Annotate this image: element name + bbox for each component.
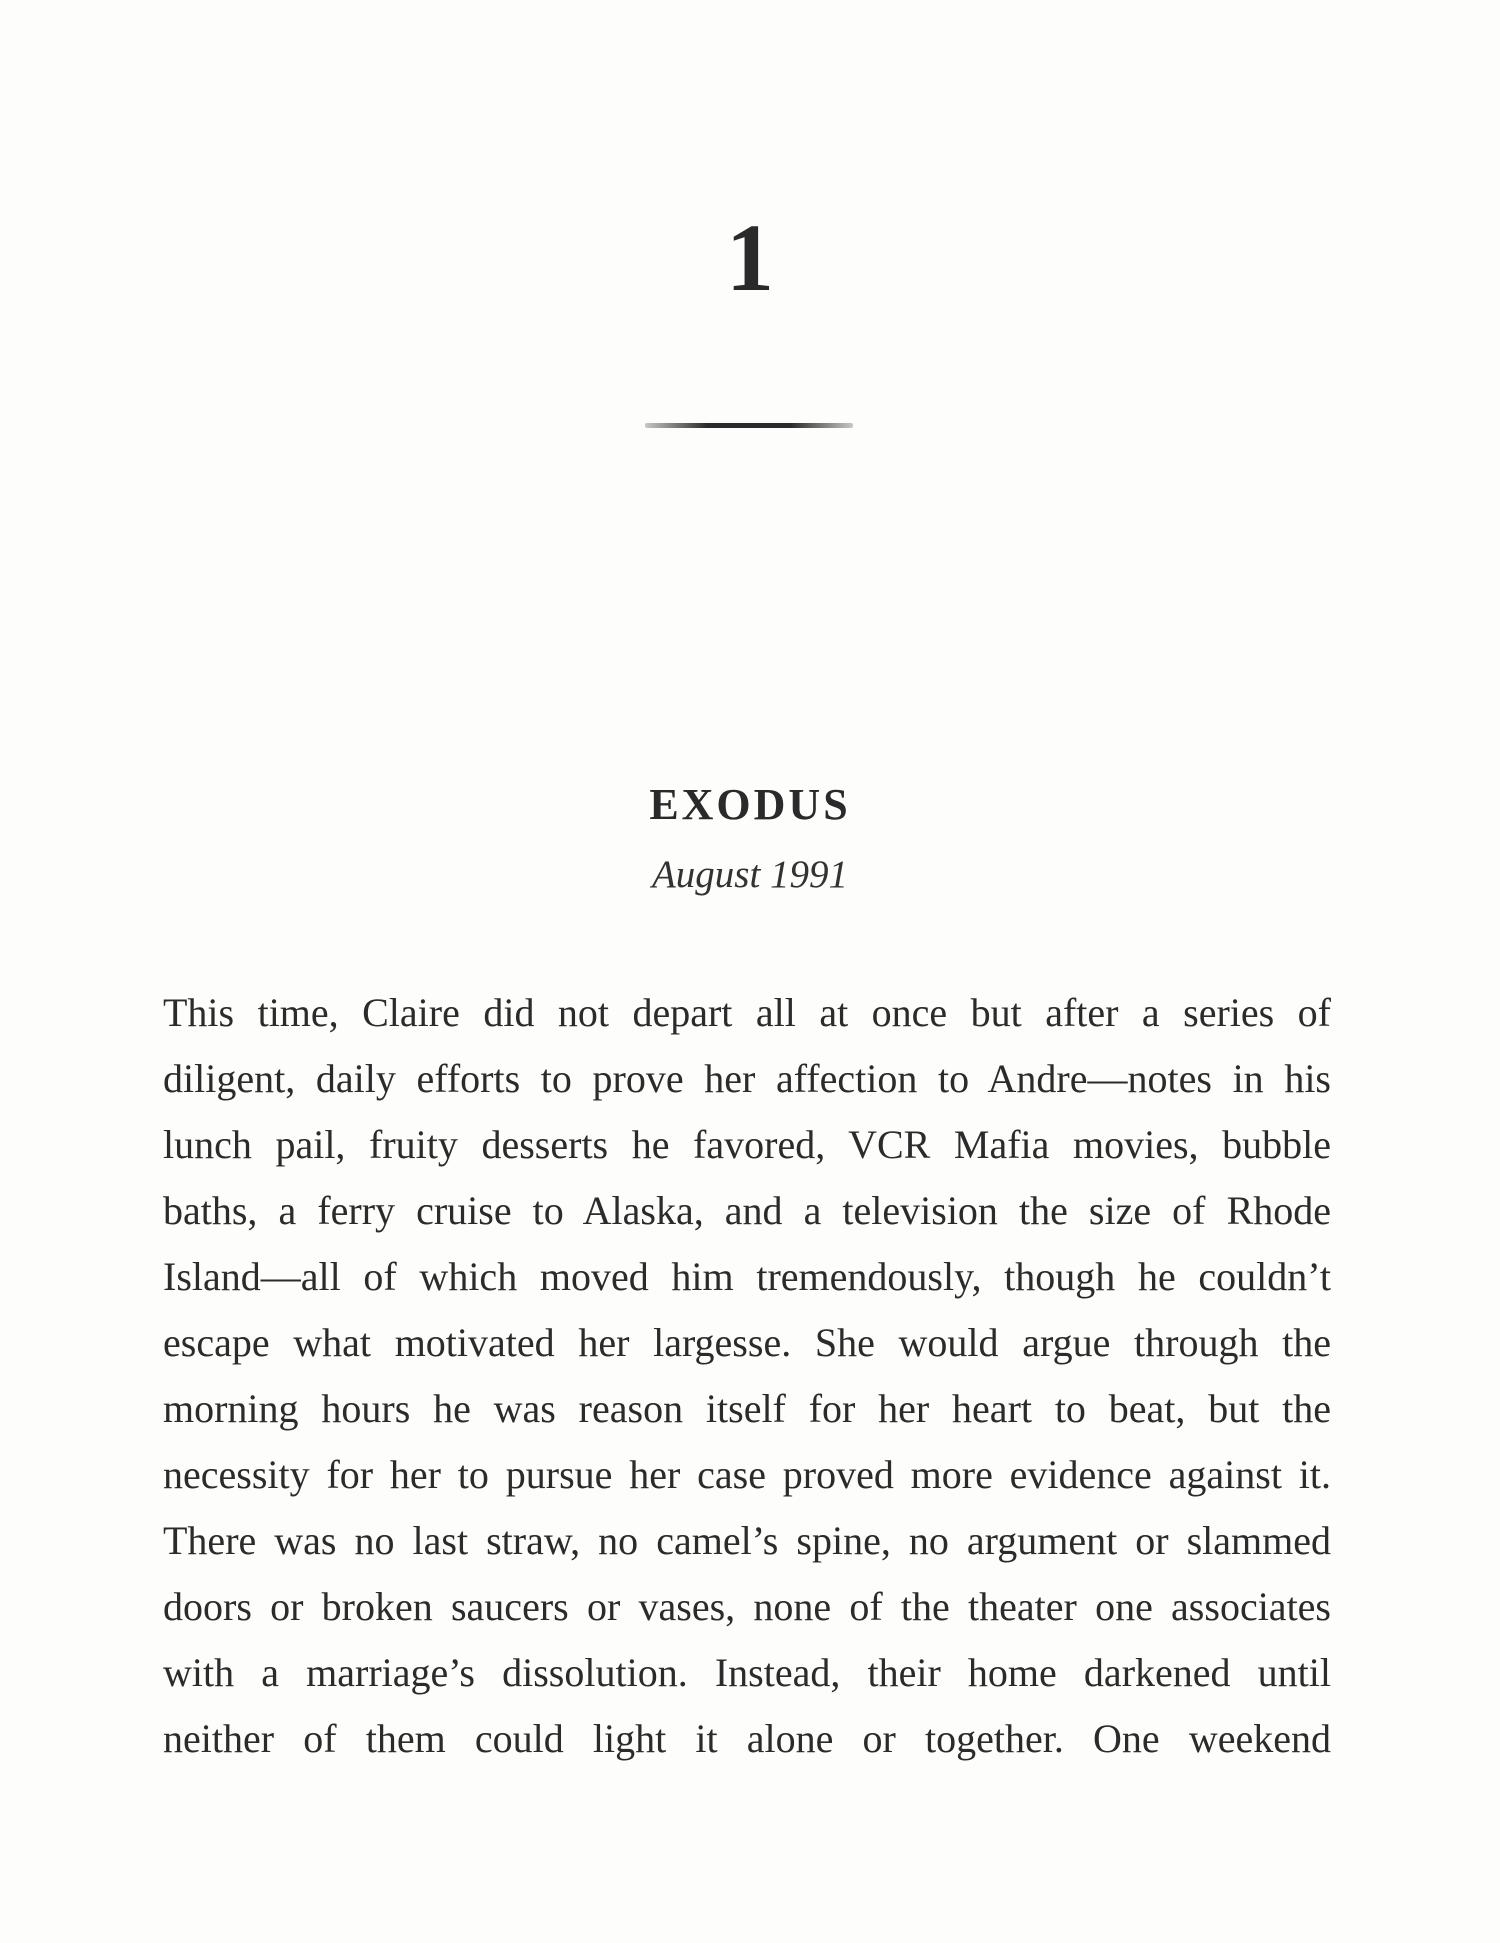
- chapter-number: 1: [726, 204, 774, 311]
- chapter-divider: [645, 423, 853, 428]
- text-line: Island—all of which moved him tremendously, though he couldn’t: [163, 1254, 1331, 1299]
- text-line: with a marriage’s dissolution. Instead, their home darkened until: [163, 1650, 1331, 1695]
- text-line: morning hours he was reason itself for her heart to beat, but the: [163, 1386, 1331, 1431]
- chapter-title: EXODUS: [649, 780, 851, 829]
- text-line: baths, a ferry cruise to Alaska, and a television the size of Rhode: [163, 1188, 1331, 1233]
- text-line: diligent, daily efforts to prove her affection to Andre—notes in his: [163, 1056, 1331, 1101]
- text-line: This time, Claire did not depart all at once but after a series of: [163, 990, 1331, 1035]
- text-line: There was no last straw, no camel’s spine, no argument or slammed: [163, 1518, 1331, 1563]
- text-line: doors or broken saucers or vases, none of the theater one associates: [163, 1584, 1331, 1629]
- chapter-date: August 1991: [651, 853, 849, 896]
- text-line: necessity for her to pursue her case proved more evidence against it.: [163, 1452, 1331, 1497]
- body-paragraph: [163, 980, 1331, 1772]
- text-line: neither of them could light it alone or together. One weekend: [163, 1716, 1331, 1761]
- text-line: lunch pail, fruity desserts he favored, VCR Mafia movies, bubble: [163, 1122, 1331, 1167]
- text-line: escape what motivated her largesse. She would argue through the: [163, 1320, 1331, 1365]
